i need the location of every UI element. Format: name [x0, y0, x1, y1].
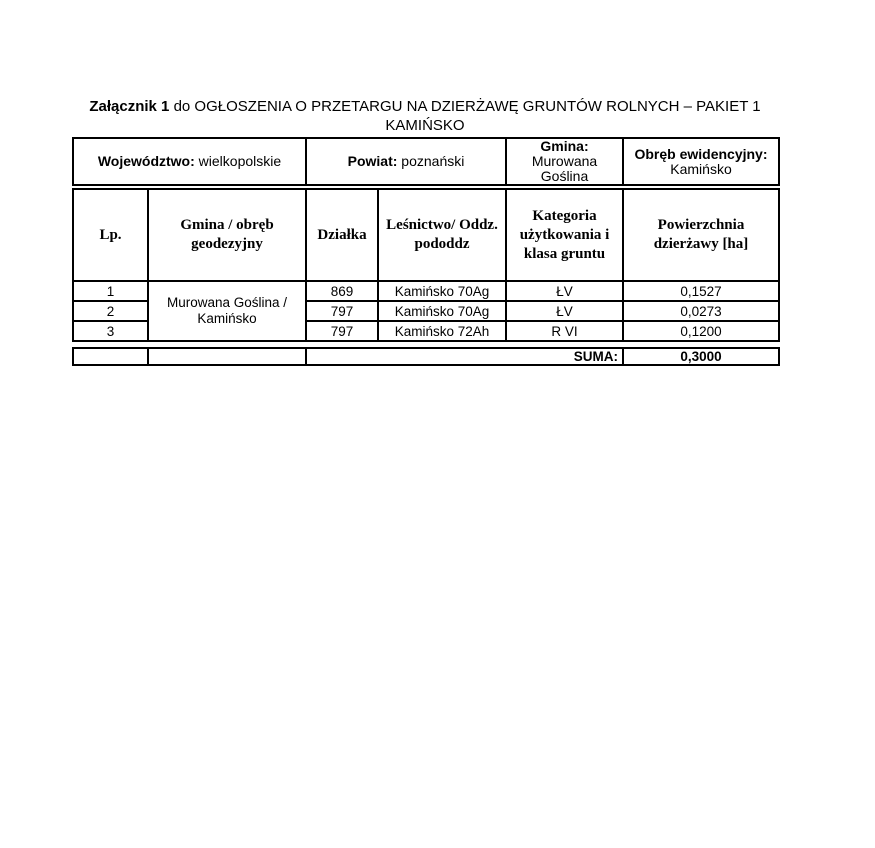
cell-lesnictwo: Kamińsko 70Ag	[378, 301, 506, 321]
title-line1	[72, 97, 778, 116]
header-lp: Lp.	[73, 189, 148, 281]
location-info-table	[72, 137, 780, 186]
parcels-table	[72, 188, 780, 342]
cell-lesnictwo: Kamińsko 70Ag	[378, 281, 506, 301]
cell-kategoria: ŁV	[506, 281, 623, 301]
suma-empty-lp-cell	[73, 348, 148, 365]
powiat-label: Powiat:	[347, 153, 398, 169]
wojewodztwo-cell	[73, 138, 306, 185]
suma-table	[72, 347, 780, 366]
header-powierzchnia: Powierzchnia dzierżawy [ha]	[623, 189, 779, 281]
cell-powierzchnia: 0,1200	[623, 321, 779, 341]
location-info-row	[73, 138, 779, 185]
cell-lp: 1	[73, 281, 148, 301]
header-dzialka: Działka	[306, 189, 378, 281]
obreb-label: Obręb ewidencyjny:	[634, 145, 768, 162]
cell-lp: 2	[73, 301, 148, 321]
title-line2: KAMIŃSKO	[385, 117, 465, 134]
cell-lp: 3	[73, 321, 148, 341]
cell-kategoria: ŁV	[506, 301, 623, 321]
cell-dzialka: 869	[306, 281, 378, 301]
suma-value: 0,3000	[623, 348, 779, 365]
cell-kategoria: R VI	[506, 321, 623, 341]
gmina-label: Gmina:	[540, 138, 589, 154]
cell-gmina-obreb-merged: Murowana Goślina / Kamińsko	[148, 281, 306, 341]
title-attachment-label: Załącznik 1	[89, 98, 170, 115]
header-kategoria: Kategoria użytkowania i klasa gruntu	[506, 189, 623, 281]
cell-powierzchnia: 0,0273	[623, 301, 779, 321]
cell-dzialka: 797	[306, 321, 378, 341]
gmina-value: Murowana Goślina	[531, 153, 598, 184]
suma-empty-gmina-cell	[148, 348, 306, 365]
suma-row	[73, 348, 779, 365]
title-text: do OGŁOSZENIA O PRZETARGU NA DZIERŻAWĘ GRUNTÓW ROLNYCH – PAKIET 1	[169, 98, 761, 115]
gmina-cell	[506, 138, 623, 185]
wojewodztwo-value: wielkopolskie	[194, 153, 282, 169]
obreb-value: Kamińsko	[670, 160, 732, 177]
suma-label: SUMA:	[306, 348, 623, 365]
cell-dzialka: 797	[306, 301, 378, 321]
parcels-header-row	[73, 189, 779, 281]
cell-powierzchnia: 0,1527	[623, 281, 779, 301]
powiat-value: poznański	[397, 153, 465, 169]
cell-lesnictwo: Kamińsko 72Ah	[378, 321, 506, 341]
obreb-cell	[623, 138, 779, 185]
table-row	[73, 281, 779, 301]
header-gmina-obreb: Gmina / obręb geodezyjny	[148, 189, 306, 281]
powiat-cell	[306, 138, 506, 185]
header-lesnictwo: Leśnictwo/ Oddz. pododdz	[378, 189, 506, 281]
wojewodztwo-label: Województwo:	[97, 153, 195, 169]
document-title	[72, 97, 778, 135]
